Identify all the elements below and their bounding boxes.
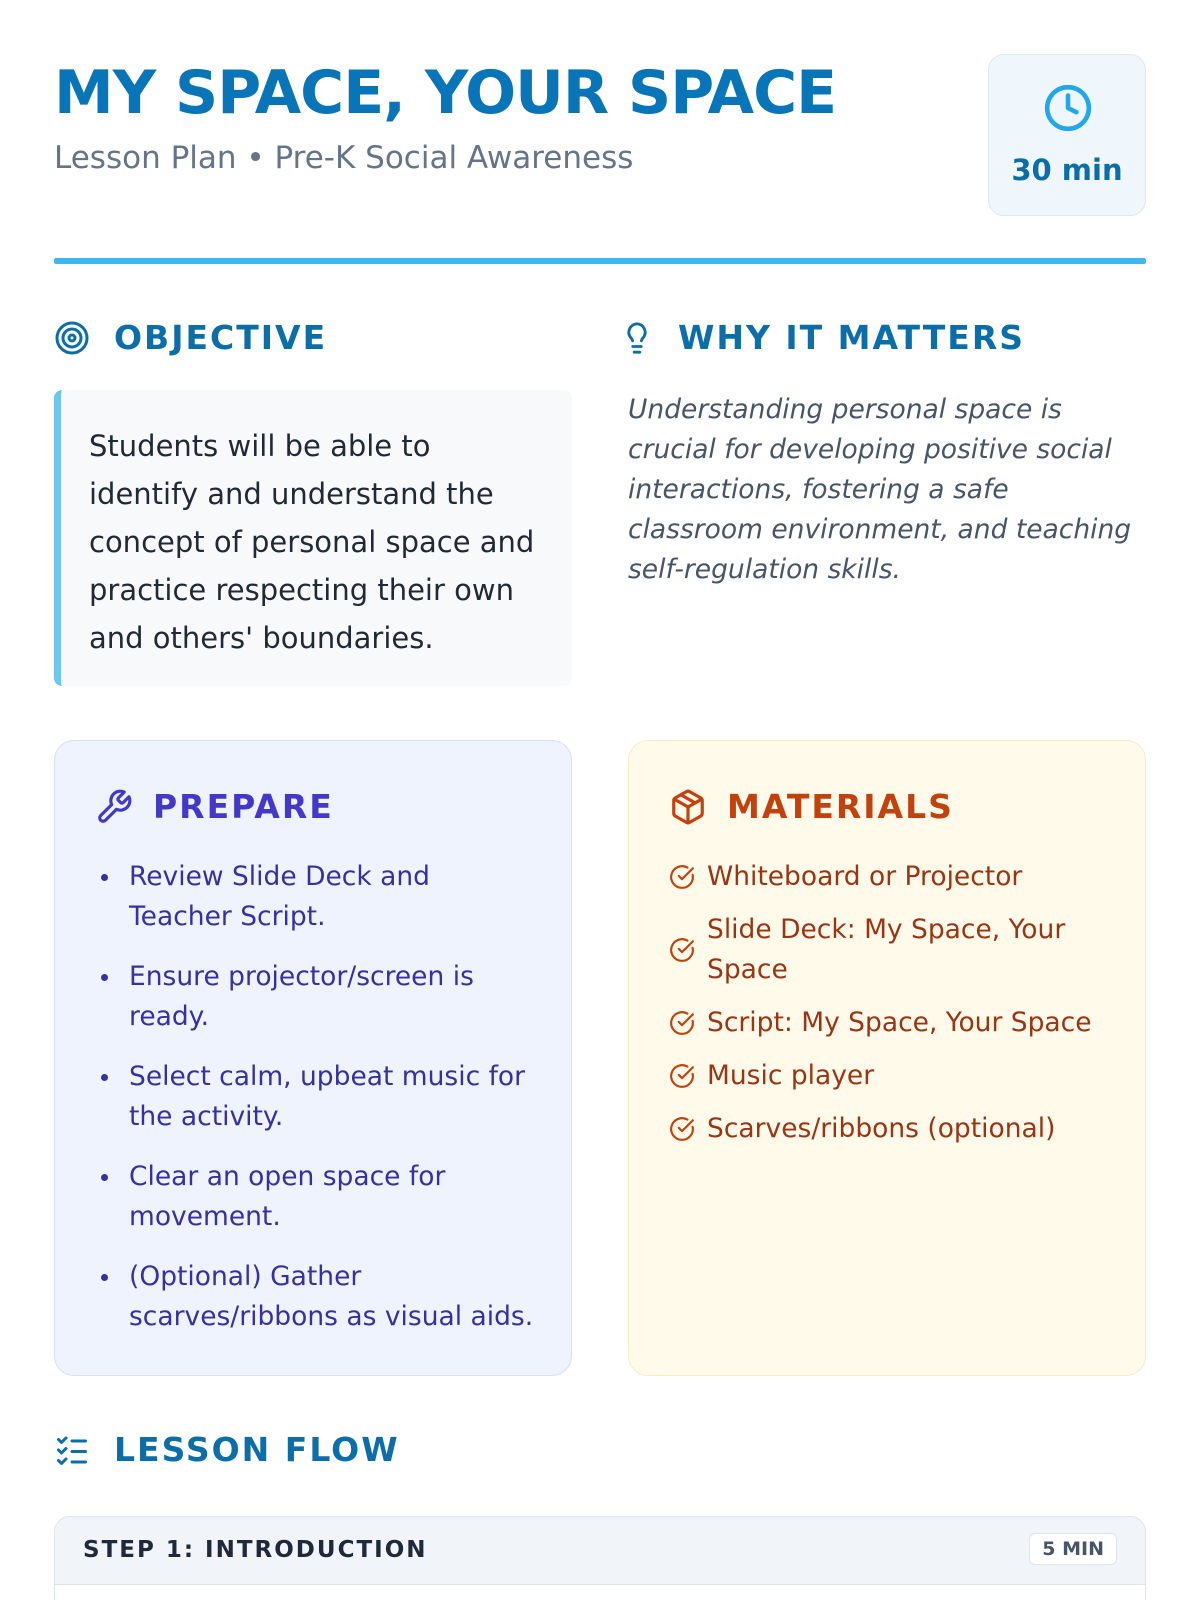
- clock-icon: [1043, 83, 1093, 133]
- why-heading-label: WHY IT MATTERS: [678, 318, 1025, 357]
- check-circle-icon: [669, 1063, 695, 1089]
- lightbulb-icon: [620, 319, 654, 357]
- header-divider: [54, 258, 1146, 264]
- objective-heading-label: OBJECTIVE: [114, 318, 328, 357]
- list-item: [669, 1109, 1109, 1149]
- list-item: Ensure projector/screen is ready.: [99, 957, 539, 1037]
- materials-heading-label: MATERIALS: [727, 787, 954, 826]
- materials-card: [628, 740, 1146, 1376]
- page-title: MY SPACE, YOUR SPACE: [54, 58, 837, 128]
- wrench-icon: [95, 788, 133, 826]
- header: [54, 50, 1146, 220]
- lesson-step-header: [55, 1517, 1145, 1585]
- prepare-card: [54, 740, 572, 1376]
- lesson-flow-heading-label: LESSON FLOW: [114, 1430, 400, 1469]
- check-circle-icon: [669, 1010, 695, 1036]
- materials-heading: [669, 787, 954, 826]
- check-circle-icon: [669, 937, 695, 963]
- material-label: Slide Deck: My Space, Your Space: [707, 914, 1066, 985]
- material-label: Script: My Space, Your Space: [707, 1007, 1092, 1038]
- lesson-step: [54, 1516, 1146, 1600]
- check-circle-icon: [669, 864, 695, 890]
- lesson-flow-heading: [54, 1430, 400, 1469]
- material-label: Scarves/ribbons (optional): [707, 1113, 1056, 1144]
- list-item: [669, 1056, 1109, 1096]
- why-heading: [620, 318, 1025, 357]
- prepare-heading-label: PREPARE: [153, 787, 334, 826]
- list-item: Clear an open space for movement.: [99, 1157, 539, 1237]
- list-item: Select calm, upbeat music for the activity.: [99, 1057, 539, 1137]
- list-item: [669, 910, 1109, 990]
- material-label: Music player: [707, 1060, 875, 1091]
- list-item: (Optional) Gather scarves/ribbons as visual aids.: [99, 1257, 539, 1337]
- checklist-icon: [54, 1432, 90, 1468]
- objective-text: Students will be able to identify and understand the concept of personal space and practice respecting their own and others' boundaries.: [89, 429, 535, 655]
- lesson-step-title: STEP 1: INTRODUCTION: [83, 1537, 428, 1563]
- check-circle-icon: [669, 1116, 695, 1142]
- list-item: [669, 857, 1109, 897]
- list-item: Review Slide Deck and Teacher Script.: [99, 857, 539, 937]
- page-subtitle: Lesson Plan • Pre-K Social Awareness: [54, 140, 634, 176]
- material-label: Whiteboard or Projector: [707, 861, 1023, 892]
- lesson-step-duration: 5 MIN: [1029, 1533, 1117, 1565]
- objective-box: [54, 390, 572, 686]
- objective-heading: [54, 318, 327, 357]
- prepare-list: [99, 857, 539, 1357]
- target-icon: [54, 320, 90, 356]
- list-item: [669, 1003, 1109, 1043]
- prepare-heading: [95, 787, 334, 826]
- duration-badge: [988, 54, 1146, 216]
- duration-label: 30 min: [1011, 153, 1123, 187]
- materials-list: [669, 857, 1109, 1162]
- box-icon: [669, 788, 707, 826]
- why-text: Understanding personal space is crucial for developing positive social interactions, fostering a safe classroom environment, and teaching self-regulation skills.: [628, 394, 1132, 585]
